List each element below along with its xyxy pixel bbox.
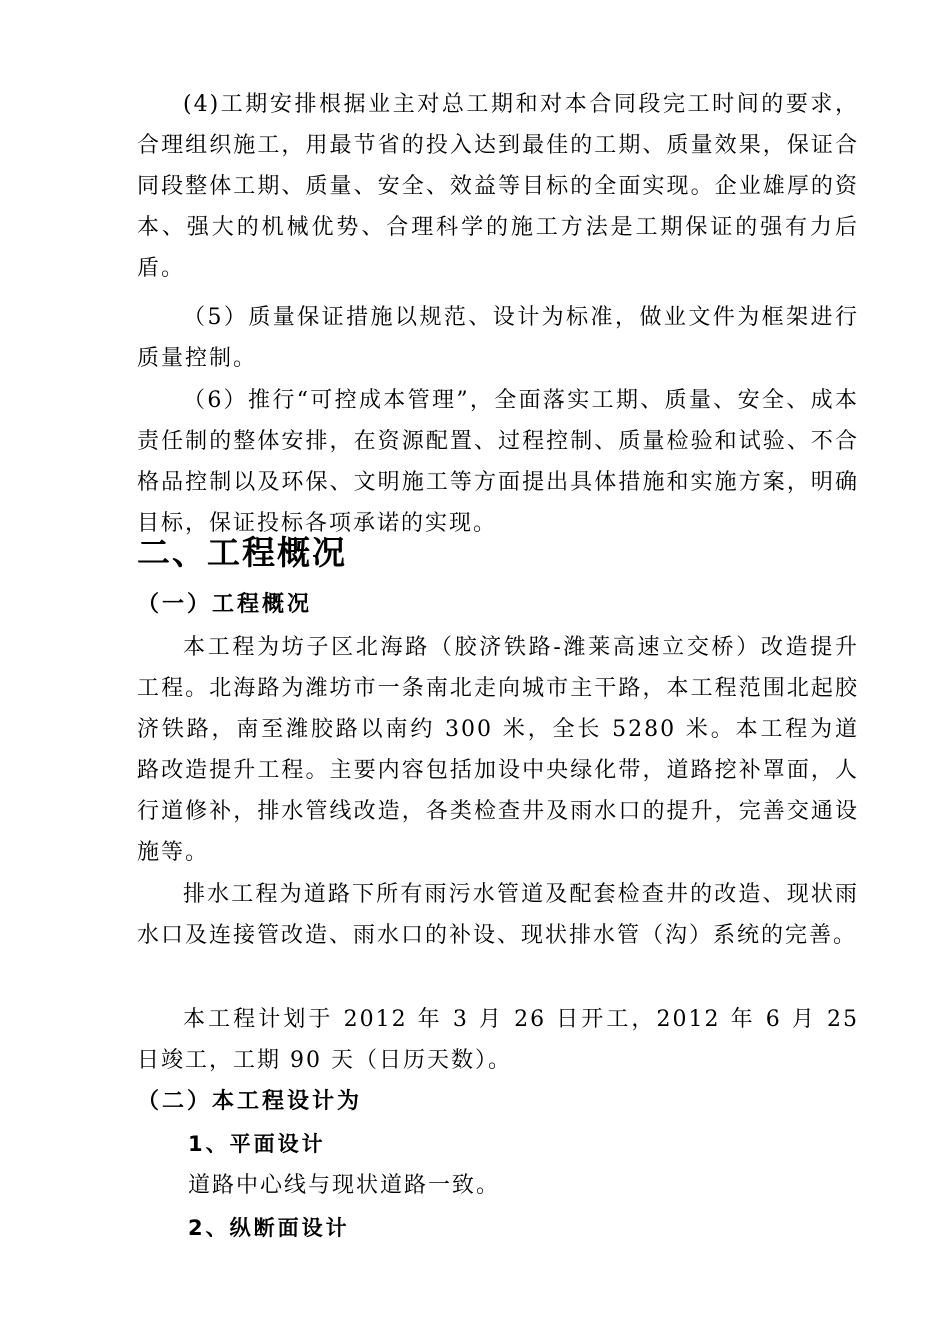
paragraph-quality: （5）质量保证措施以规范、设计为标准，做业文件为框架进行质量控制。 [137,305,859,371]
paragraph-cost: （6）推行“可控成本管理”，全面落实工期、质量、安全、成本责任制的整体安排，在资源配置、过程控制、质量检验和试验、不合格品控制以及环保、文明施工等方面提出具体措施和实施方案，明确目标，保证投标各项承诺的实现。 [137,388,859,536]
paragraph-schedule: (4)工期安排根据业主对总工期和对本合同段完工时间的要求，合理组织施工，用最节省的投入达到最佳的工期、质量效果，保证合同段整体工期、质量、安全、效益等目标的全面实现。企业雄厚的资本、强大的机械优势、合理科学的施工方法是工期保证的强有力后盾。 [137,92,859,281]
item-heading-plan-design: 1、平面设计 [188,1132,326,1156]
subsection-heading-overview: （一）工程概况 [137,592,313,617]
subsection-heading-design: （二）本工程设计为 [137,1089,363,1114]
paragraph-project-scope: 本工程为坊子区北海路（胶济铁路-潍莱高速立交桥）改造提升工程。北海路为潍坊市一条南北走向城市主干路，本工程范围北起胶济铁路，南至潍胶路以南约 300 米，全长 5280 米。本工程为道路改造提升工程。主要内容包括加设中央绿化带，道路挖补罩面，人行道修补，排水管线改造，各类检查井及雨水口的提升，完善交通设施等。 [137,635,859,865]
paragraph-timeline: 本工程计划于 2012 年 3 月 26 日开工，2012 年 6 月 25 日竣工，工期 90 天（日历天数）。 [137,1007,859,1073]
section-heading-project-overview: 二、工程概况 [137,533,347,572]
item-heading-profile-design: 2、纵断面设计 [188,1216,350,1240]
paragraph-plan-design: 道路中心线与现状道路一致。 [188,1173,501,1198]
paragraph-drainage: 排水工程为道路下所有雨污水管道及配套检查井的改造、现状雨水口及连接管改造、雨水口的补设、现状排水管（沟）系统的完善。 [137,882,859,948]
